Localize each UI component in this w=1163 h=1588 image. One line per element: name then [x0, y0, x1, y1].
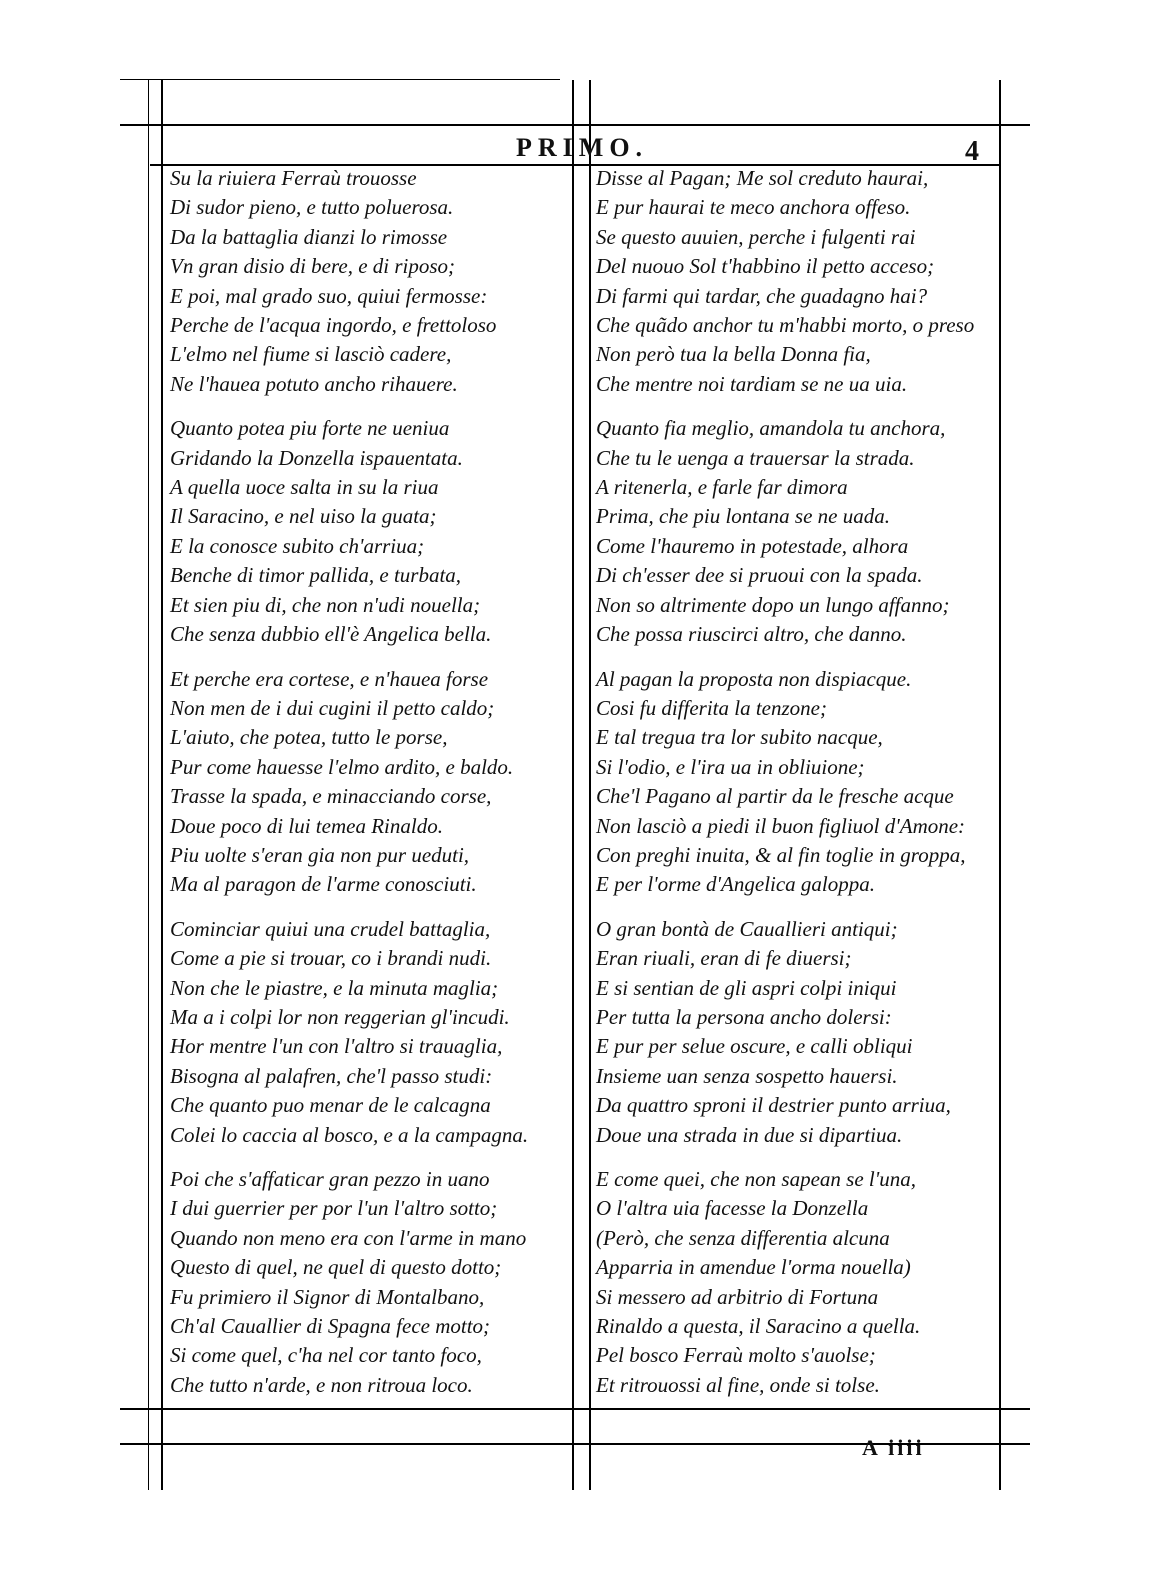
- stanza: [170, 665, 565, 900]
- verse-line: Rinaldo a questa, il Saracino a quella.: [596, 1314, 921, 1339]
- verse-line: Trasse la spada, e minacciando corse,: [170, 784, 492, 809]
- verse-line: Pur come hauesse l'elmo ardito, e baldo.: [170, 754, 514, 779]
- verse-line: Non so altrimente dopo un lungo affanno;: [596, 592, 950, 617]
- verse-line: Prima, che piu lontana se ne uada.: [596, 504, 890, 529]
- verse-line: Quanto potea piu forte ne ueniua: [170, 416, 450, 441]
- verse-line: I dui guerrier per por l'un l'altro sotto;: [170, 1196, 498, 1221]
- verse-line: Bisogna al palafren, che'l passo studi:: [170, 1063, 493, 1088]
- verse-line: Ch'al Cauallier di Spagna fece motto;: [170, 1314, 491, 1339]
- stanza: [170, 414, 565, 649]
- verse-line: Non però tua la bella Donna fia,: [596, 342, 871, 367]
- verse-line: Che tutto n'arde, e non ritroua loco.: [170, 1372, 473, 1397]
- stanza: [170, 164, 565, 399]
- right-vrule: [999, 80, 1001, 1490]
- verse-line: Come a pie si trouar, co i brandi nudi.: [170, 946, 492, 971]
- verse-line: Se questo auuien, perche i fulgenti rai: [596, 224, 916, 249]
- verse-line: Che mentre noi tardiam se ne ua uia.: [596, 371, 908, 396]
- verse-line: Da quattro sproni il destrier punto arriua,: [596, 1093, 951, 1118]
- running-title: PRIMO.: [516, 133, 649, 162]
- verse-line: E pur haurai te meco anchora offeso.: [596, 195, 911, 220]
- verse-line: L'aiuto, che potea, tutto le porse,: [170, 725, 448, 750]
- verse-line: Ne l'hauea potuto ancho rihauere.: [170, 371, 458, 396]
- verse-line: Ma al paragon de l'arme conosciuti.: [170, 872, 477, 897]
- verse-line: Poi che s'affaticar gran pezzo in uano: [170, 1167, 490, 1191]
- verse-line: Su la riuiera Ferraù trouosse: [170, 166, 417, 190]
- verse-line: Si l'odio, e l'ira ua in obliuione;: [596, 754, 865, 779]
- verse-line: Che senza dubbio ell'è Angelica bella.: [170, 622, 492, 647]
- verse-line: Che'l Pagano al partir da le fresche acque: [596, 784, 954, 809]
- center-vrule-b: [589, 80, 591, 1490]
- verse-line: Cosi fu differita la tenzone;: [596, 695, 827, 720]
- verse-line: Come l'hauremo in potestade, alhora: [596, 533, 909, 558]
- verse-line: O gran bontà de Cauallieri antiqui;: [596, 916, 898, 941]
- verse-line: Il Saracino, e nel uiso la guata;: [170, 504, 437, 529]
- left-outer-vrule: [148, 80, 149, 1490]
- verse-line: Doue poco di lui temea Rinaldo.: [170, 813, 443, 838]
- signature-mark: A iiii: [862, 1435, 925, 1460]
- verse-line: Quanto fia meglio, amandola tu anchora,: [596, 416, 946, 441]
- verse-line: Non men de i dui cugini il petto caldo;: [170, 695, 495, 720]
- verse-line: Et perche era cortese, e n'hauea forse: [170, 666, 489, 691]
- top-rule-upper: [120, 79, 560, 80]
- verse-line: Quando non meno era con l'arme in mano: [170, 1225, 527, 1250]
- verse-line: Da la battaglia dianzi lo rimosse: [170, 224, 448, 249]
- verse-line: A ritenerla, e farle far dimora: [596, 475, 848, 500]
- verse-line: Si messero ad arbitrio di Fortuna: [596, 1284, 879, 1309]
- right-column: [596, 164, 996, 1415]
- verse-line: (Però, che senza differentia alcuna: [596, 1225, 890, 1250]
- left-inner-vrule: [161, 80, 163, 1490]
- verse-line: Del nuouo Sol t'habbino il petto acceso;: [596, 254, 935, 279]
- verse-line: Pel bosco Ferraù molto s'auolse;: [596, 1343, 876, 1368]
- verse-line: Si come quel, c'ha nel cor tanto foco,: [170, 1343, 482, 1368]
- verse-line: Et ritrouossi al fine, onde si tolse.: [596, 1372, 880, 1397]
- verse-line: E come quei, che non sapean se l'una,: [596, 1167, 916, 1191]
- stanza: [596, 1165, 996, 1400]
- verse-line: E poi, mal grado suo, quiui fermosse:: [170, 283, 488, 308]
- verse-line: Fu primiero il Signor di Montalbano,: [170, 1284, 485, 1309]
- verse-line: A quella uoce salta in su la riua: [170, 475, 439, 500]
- verse-line: E la conosce subito ch'arriua;: [170, 533, 425, 558]
- verse-line: Gridando la Donzella ispauentata.: [170, 445, 463, 470]
- verse-line: Piu uolte s'eran gia non pur ueduti,: [170, 842, 470, 867]
- verse-line: Che possa riuscirci altro, che danno.: [596, 622, 907, 647]
- verse-line: Benche di timor pallida, e turbata,: [170, 563, 462, 588]
- verse-line: E pur per selue oscure, e calli obliqui: [596, 1034, 913, 1059]
- verse-line: O l'altra uia facesse la Donzella: [596, 1196, 869, 1221]
- verse-line: Di sudor pieno, e tutto poluerosa.: [170, 195, 454, 220]
- page-number: 4: [965, 136, 979, 167]
- verse-line: Di farmi qui tardar, che guadagno hai?: [596, 283, 928, 308]
- stanza: [596, 414, 996, 649]
- stanza: [170, 1165, 565, 1400]
- verse-line: E tal tregua tra lor subito nacque,: [596, 725, 883, 750]
- verse-line: Non lasciò a piedi il buon figliuol d'Amone:: [596, 813, 966, 838]
- verse-line: Hor mentre l'un con l'altro si trauaglia,: [170, 1034, 503, 1059]
- verse-line: Al pagan la proposta non dispiacque.: [596, 666, 912, 691]
- verse-line: E per l'orme d'Angelica galoppa.: [596, 872, 876, 897]
- verse-line: Et sien piu di, che non n'udi nouella;: [170, 592, 481, 617]
- verse-line: Apparria in amendue l'orma nouella): [596, 1255, 911, 1280]
- verse-line: Che tu le uenga a trauersar la strada.: [596, 445, 915, 470]
- verse-line: Doue una strada in due si dipartiua.: [596, 1122, 903, 1147]
- verse-line: Che quanto puo menar de le calcagna: [170, 1093, 491, 1118]
- verse-line: Non che le piastre, e la minuta maglia;: [170, 975, 499, 1000]
- verse-line: Questo di quel, ne quel di questo dotto;: [170, 1255, 502, 1280]
- verse-line: Che quãdo anchor tu m'habbi morto, o preso: [596, 313, 975, 338]
- verse-line: Per tutta la persona ancho dolersi:: [596, 1004, 892, 1029]
- verse-line: Vn gran disio di bere, e di riposo;: [170, 254, 456, 279]
- top-rule: [120, 124, 1030, 126]
- verse-line: Con preghi inuita, & al fin toglie in groppa,: [596, 842, 966, 867]
- verse-line: Disse al Pagan; Me sol creduto haurai,: [596, 166, 929, 190]
- stanza: [170, 915, 565, 1150]
- verse-line: Di ch'esser dee si pruoui con la spada.: [596, 563, 923, 588]
- verse-line: Colei lo caccia al bosco, e a la campagna.: [170, 1122, 529, 1147]
- verse-line: Ma a i colpi lor non reggerian gl'incudi.: [170, 1004, 510, 1029]
- verse-line: Perche de l'acqua ingordo, e frettoloso: [170, 313, 497, 338]
- stanza: [596, 164, 996, 399]
- left-column: [170, 164, 565, 1415]
- verse-line: E si sentian de gli aspri colpi iniqui: [596, 975, 897, 1000]
- stanza: [596, 915, 996, 1150]
- verse-line: Cominciar quiui una crudel battaglia,: [170, 916, 491, 941]
- verse-line: Eran riuali, eran di fe diuersi;: [596, 946, 852, 971]
- stanza: [596, 665, 996, 900]
- verse-line: Insieme uan senza sospetto hauersi.: [596, 1063, 898, 1088]
- verse-line: L'elmo nel fiume si lasciò cadere,: [170, 342, 452, 367]
- center-vrule-a: [572, 80, 574, 1490]
